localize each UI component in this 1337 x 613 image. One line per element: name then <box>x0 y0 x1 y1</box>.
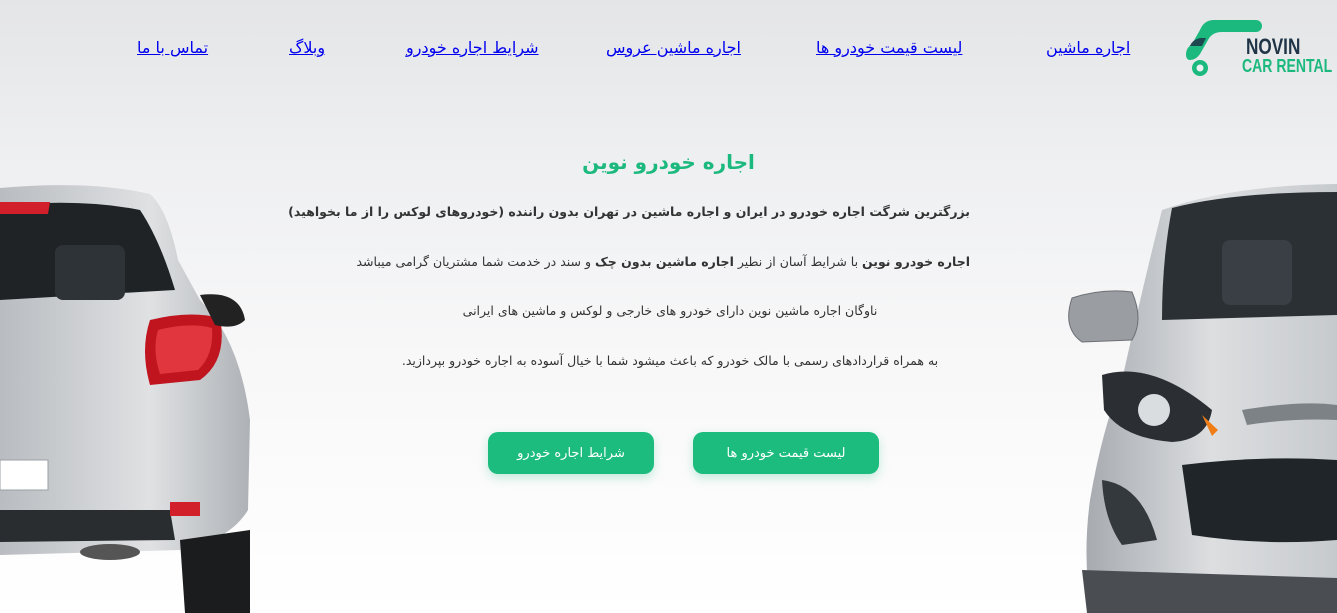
hero-line-1: بزرگترین شرگت اجاره خودرو در ایران و اجاره ماشین در تهران بدون راننده (خودروهای لوکس را از ما بخواهید) <box>288 204 970 219</box>
hero-line-2-bold-mid: اجاره ماشین بدون چک <box>595 254 734 269</box>
rental-terms-button[interactable]: شرایط اجاره خودرو <box>488 432 654 474</box>
car-front-image <box>1062 180 1337 613</box>
nav-item-blog[interactable]: وبلاگ <box>289 38 326 57</box>
brand-logo[interactable] <box>1186 16 1332 78</box>
hero-line-2 <box>356 254 970 269</box>
header <box>0 0 1337 95</box>
hero-line-2-bold-start: اجاره خودرو نوین <box>862 254 970 269</box>
nav-item-contact[interactable]: تماس با ما <box>137 38 209 57</box>
hero-line-3: ناوگان اجاره ماشین نوین دارای خودرو های خارجی و لوکس و ماشین های ایرانی <box>462 303 878 318</box>
hero-title: اجاره خودرو نوین <box>582 150 755 174</box>
car-rear-image <box>0 180 255 613</box>
hero-line-4: به همراه قراردادهای رسمی با مالک خودرو که باعث میشود شما با خیال آسوده به اجاره خودرو بپردازید. <box>401 353 939 368</box>
brand-line1: NOVIN <box>1246 34 1301 59</box>
price-list-button[interactable]: لیست قیمت خودرو ها <box>693 432 879 474</box>
nav-item-car-rental[interactable]: اجاره ماشین <box>1046 38 1131 57</box>
hero-line-2-mid: با شرایط آسان از نطیر <box>733 254 863 269</box>
nav-item-price-list[interactable]: لیست قیمت خودرو ها <box>816 38 963 57</box>
nav-item-rental-terms[interactable]: شرایط اجاره خودرو <box>406 38 539 57</box>
hero-line-2-end: و سند در خدمت شما مشتریان گرامی میباشد <box>356 254 595 269</box>
brand-line2: CAR RENTAL <box>1242 56 1333 76</box>
nav-item-wedding-car[interactable]: اجاره ماشین عروس <box>606 38 741 57</box>
